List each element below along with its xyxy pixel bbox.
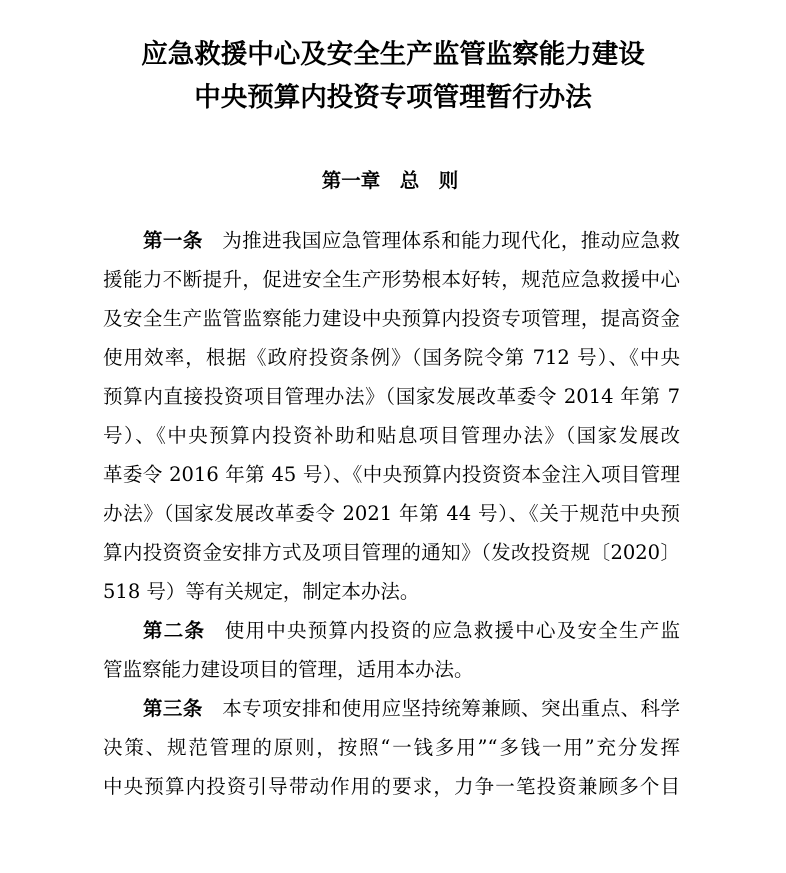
article-1-line-3: 及安全生产监管监察能力建设中央预算内投资专项管理，提高资金 xyxy=(103,307,680,330)
article-1-line-6: 号）、《中央预算内投资补助和贴息项目管理办法》（国家发展改 xyxy=(103,424,680,447)
document-title-line-1: 应急救援中心及安全生产监管监察能力建设 xyxy=(141,39,645,70)
article-1-line-5: 预算内直接投资项目管理办法》（国家发展改革委令 2014 年第 7 xyxy=(103,385,680,408)
document-title-line-2: 中央预算内投资专项管理暂行办法 xyxy=(194,82,592,113)
article-3-line-2: 决策、规范管理的原则，按照“一钱多用”“多钱一用”充分发挥 xyxy=(103,736,680,759)
article-text: 为推进我国应急管理体系和能力现代化，推动应急救 xyxy=(222,229,680,252)
article-1-line-2: 援能力不断提升，促进安全生产形势根本好转，规范应急救援中心 xyxy=(103,268,680,291)
article-3-line-1 xyxy=(103,689,680,728)
article-1 xyxy=(103,221,680,611)
article-1-line-8: 办法》（国家发展改革委令 2021 年第 44 号）、《关于规范中央预 xyxy=(103,502,680,525)
article-1-line-1 xyxy=(103,221,680,260)
article-3-line-3: 中央预算内投资引导带动作用的要求，力争一笔投资兼顾多个目 xyxy=(103,775,680,798)
article-label: 第三条 xyxy=(143,697,203,720)
article-1-line-4: 使用效率，根据《政府投资条例》（国务院令第 712 号）、《中央 xyxy=(103,346,680,369)
article-1-line-9: 算内投资资金安排方式及项目管理的通知》（发改投资规〔2020〕 xyxy=(103,541,680,564)
article-2-line-2: 管监察能力建设项目的管理，适用本办法。 xyxy=(103,658,474,681)
article-text: 本专项安排和使用应坚持统筹兼顾、突出重点、科学 xyxy=(222,697,680,720)
article-label: 第二条 xyxy=(143,619,206,642)
article-1-line-10: 518 号）等有关规定，制定本办法。 xyxy=(103,580,420,603)
document-title xyxy=(0,33,786,119)
article-2-line-1 xyxy=(103,611,680,650)
chapter-heading: 第一章 总 则 xyxy=(321,169,459,192)
document-body xyxy=(103,221,680,806)
article-1-line-7: 革委令 2016 年第 45 号）、《中央预算内投资资本金注入项目管理 xyxy=(103,463,680,486)
article-label: 第一条 xyxy=(143,229,203,252)
article-2 xyxy=(103,611,680,689)
article-3 xyxy=(103,689,680,806)
article-text: 使用中央预算内投资的应急救援中心及安全生产监 xyxy=(224,619,680,642)
